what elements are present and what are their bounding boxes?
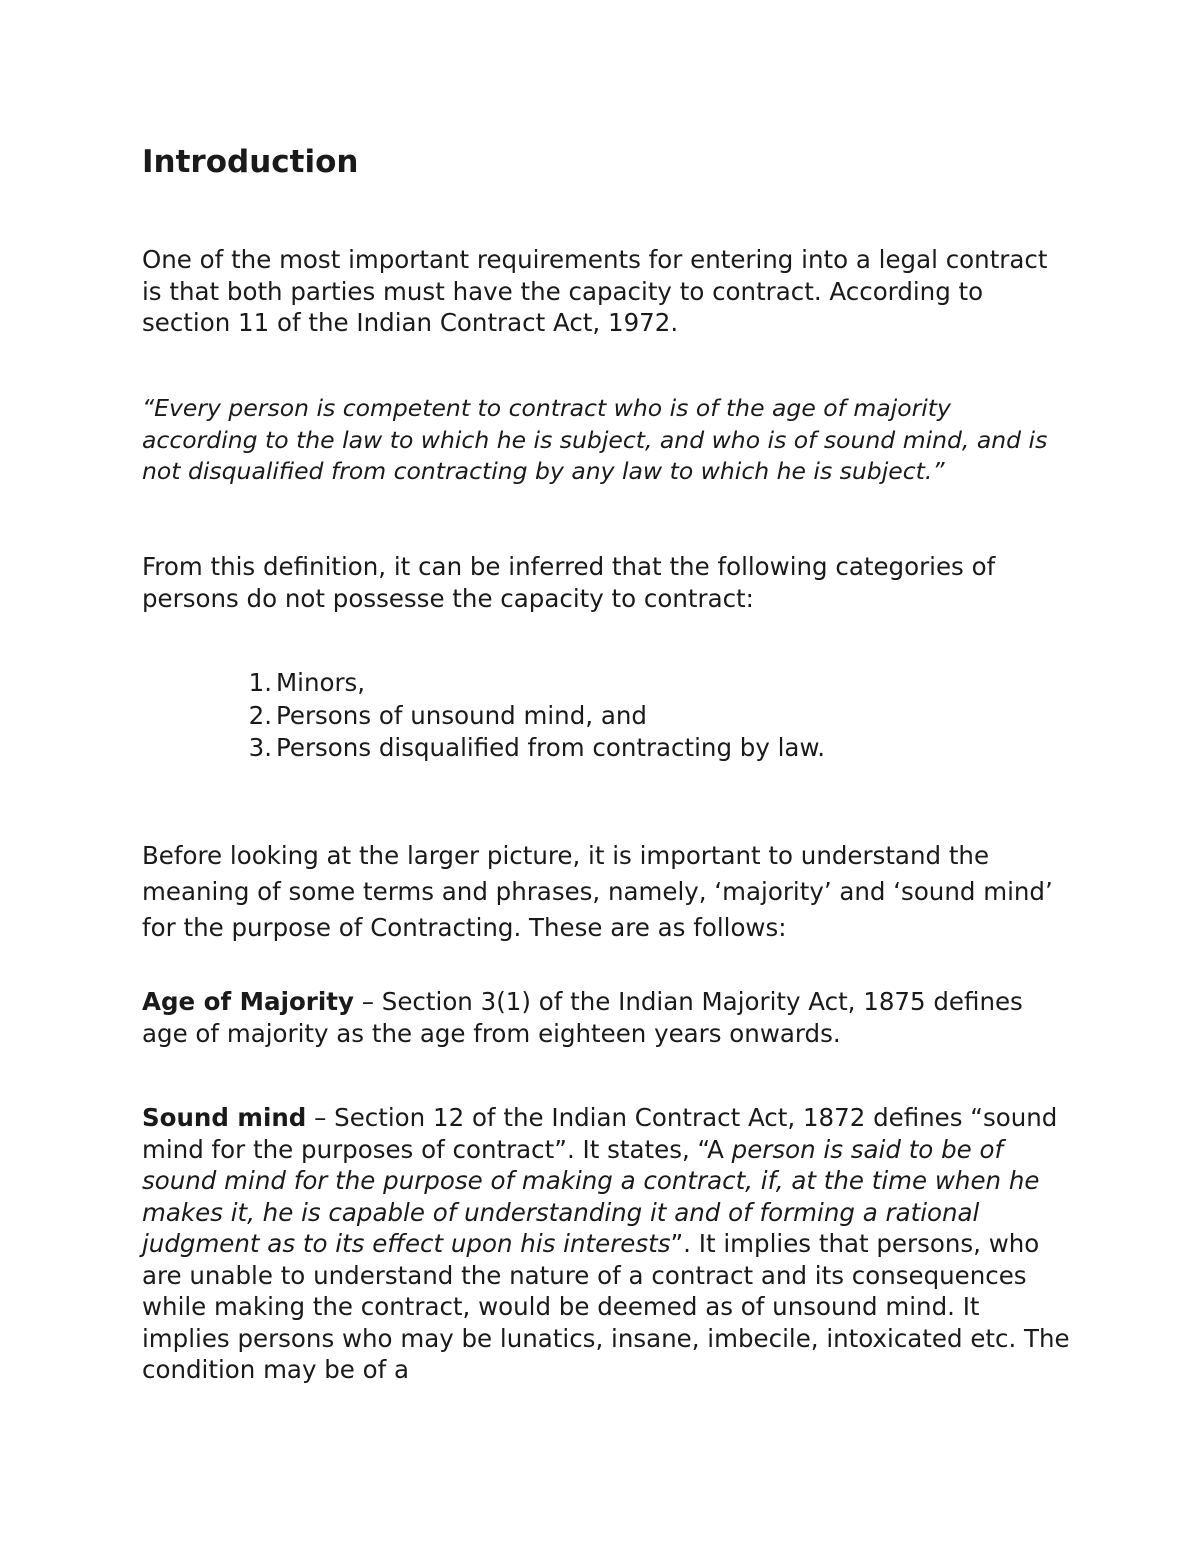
- sound-mind-text-before: – Section 12 of the Indian Contract Act, 1872 defines “sound mind for the purposes of contract”. It states, “A: [142, 1103, 1058, 1164]
- list-item-number: 3.: [248, 733, 272, 762]
- sound-mind-definition: person is said to be of sound mind for the purpose of making a contract, if, at the time when he makes it, he is capable of understanding it and of forming a rational judgment as to its effect upon his interests: [142, 1134, 1040, 1258]
- sound-mind-paragraph: [142, 1102, 1072, 1386]
- list-item-text: Persons of unsound mind, and: [276, 700, 647, 730]
- intro-paragraph: One of the most important requirements for entering into a legal contract is that both parties must have the capacity to contract. According to section 11 of the Indian Contract Act, 1972.: [142, 245, 1048, 337]
- categories-list: [236, 667, 825, 765]
- terms-paragraph: Before looking at the larger picture, it is important to understand the meaning of some terms and phrases, namely, ‘majority’ and ‘sound mind’ for the purpose of Contracting. These are as follows:: [142, 841, 1053, 942]
- categories-paragraph: From this definition, it can be inferred that the following categories of persons do not possesse the capacity to contract:: [142, 552, 996, 613]
- list-item-text: Minors,: [276, 668, 366, 697]
- page-title: Introduction: [142, 144, 359, 180]
- definition-quote: “Every person is competent to contract who is of the age of majority according to the law to which he is subject, and who is of sound mind, and is not disqualified from contracting by any law to which he is subject.”: [142, 394, 1048, 485]
- sound-mind-text-after: ”. It implies that persons, who are unable to understand the nature of a contract and its consequences while making the contract, would be deemed as of unsound mind. It implies persons who may be lunatics, insane, imbecile, intoxicated etc. The condition may be of a: [142, 1229, 1070, 1384]
- list-item: [236, 732, 825, 765]
- age-of-majority-term: Age of Majority: [142, 987, 354, 1016]
- list-item-number: 2.: [248, 700, 272, 730]
- list-item: [236, 667, 825, 700]
- age-of-majority-text: – Section 3(1) of the Indian Majority Act, 1875 defines age of majority as the age from eighteen years onwards.: [142, 987, 1023, 1048]
- age-of-majority-paragraph: [142, 986, 1072, 1049]
- list-item-text: Persons disqualified from contracting by law.: [276, 733, 826, 762]
- list-item: [236, 700, 825, 733]
- list-item-number: 1.: [248, 668, 272, 697]
- sound-mind-term: Sound mind: [142, 1103, 307, 1132]
